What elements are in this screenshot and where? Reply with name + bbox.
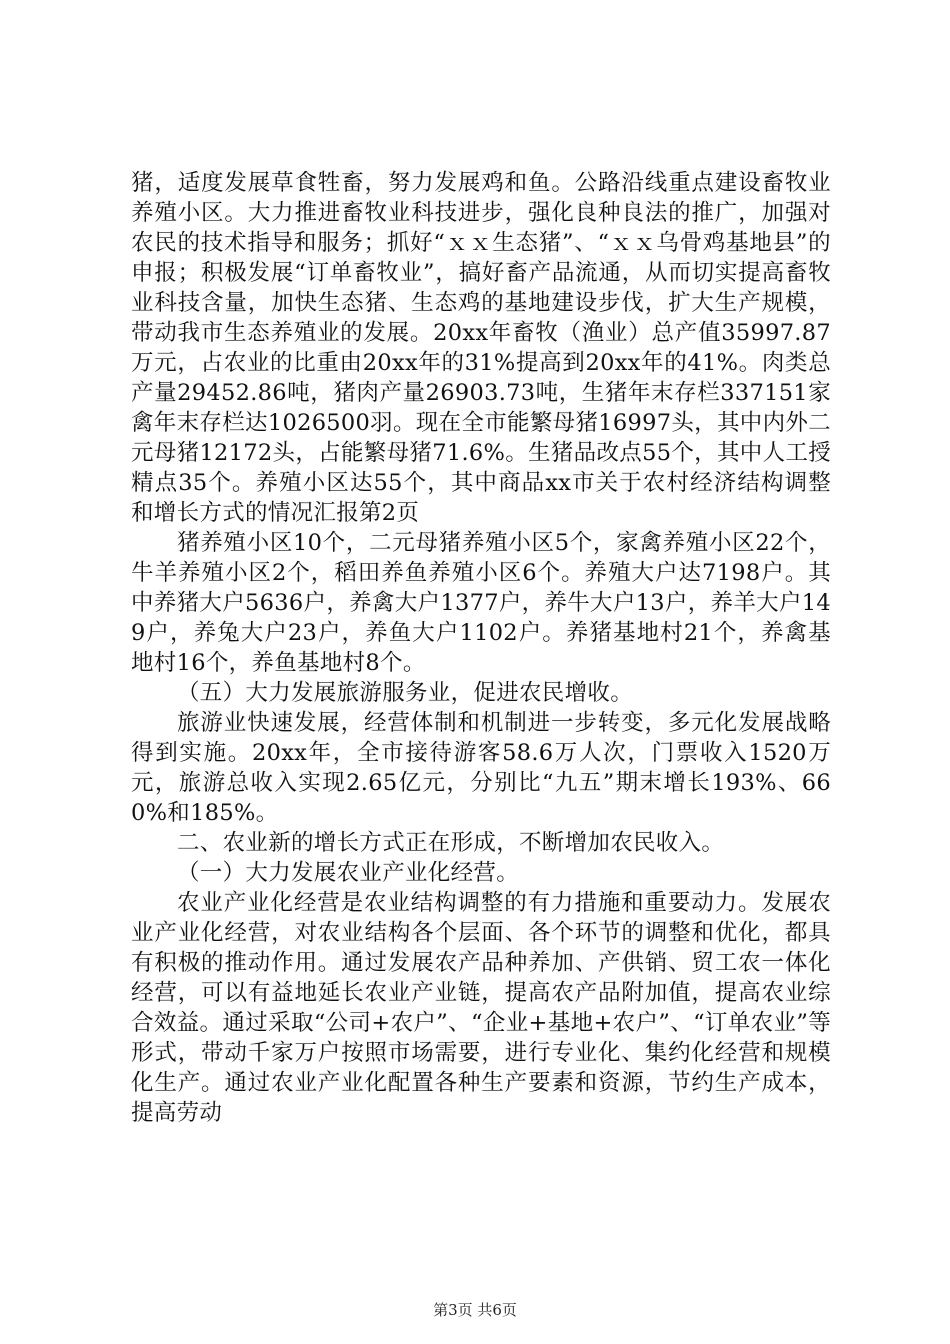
paragraph-breeding-areas: 猪养殖小区10个，二元母猪养殖小区5个，家禽养殖小区22个，牛羊养殖小区2个，稻田养鱼养殖小区6个。养殖大户达7198户。其中养猪大户5636户，养禽大户1377户，养牛大户13户，养羊大户149户，养兔大户23户，养鱼大户1102户。养猪基地村21个，养禽基地村16个，养鱼基地村8个。 <box>131 530 831 676</box>
paragraph-tourism: 旅游业快速发展，经营体制和机制进一步转变，多元化发展战略得到实施。20xx年，全市接待游客58.6万人次，门票收入1520万元，旅游总收入实现2.65亿元，分别比“九五”期末增长193%、660%和185%。 <box>131 710 831 826</box>
paragraph-livestock: 猪，适度发展草食牲畜，努力发展鸡和鱼。公路沿线重点建设畜牧业养殖小区。大力推进畜牧业科技进步，强化良种良法的推广，加强对农民的技术指导和服务；抓好“ｘｘ生态猪”、“ｘｘ乌骨鸡基地县”的申报；积极发展“订单畜牧业”，搞好畜产品流通，从而切实提高畜牧业科技含量，加快生态猪、生态鸡的基地建设步伐，扩大生产规模，带动我市生态养殖业的发展。20xx年畜牧（渔业）总产值35997.87万元，占农业的比重由20xx年的31%提高到20xx年的41%。肉类总产量29452.86吨，猪肉产量26903.73吨，生猪年末存栏337151家禽年末存栏达1026500羽。现在全市能繁母猪16997头，其中内外二元母猪12172头，占能繁母猪71.6%。生猪品改点55个，其中人工授精点35个。养殖小区达55个，其中商品xx市关于农村经济结构调整和增长方式的情况汇报第2页 <box>131 170 831 526</box>
section-heading-growth-mode: 二、农业新的增长方式正在形成，不断增加农民收入。 <box>177 830 725 856</box>
paragraph-industrialization: 农业产业化经营是农业结构调整的有力措施和重要动力。发展农业产业化经营，对农业结构各个层面、各个环节的调整和优化，都具有积极的推动作用。通过发展农产品种养加、产供销、贸工农一体化经营，可以有益地延长农业产业链，提高农产品附加值，提高农业综合效益。通过采取“公司+农户”、“企业+基地+农户”、“订单农业”等形式，带动千家万户按照市场需要，进行专业化、集约化经营和规模化生产。通过农业产业化配置各种生产要素和资源，节约生产成本，提高劳动 <box>131 890 831 1126</box>
section-heading-tourism: （五）大力发展旅游服务业，促进农民增收。 <box>177 680 634 706</box>
section-heading-industrialization: （一）大力发展农业产业化经营。 <box>177 860 520 886</box>
page-number-footer: 第3页 共6页 <box>433 1301 517 1319</box>
document-body <box>131 168 831 1128</box>
